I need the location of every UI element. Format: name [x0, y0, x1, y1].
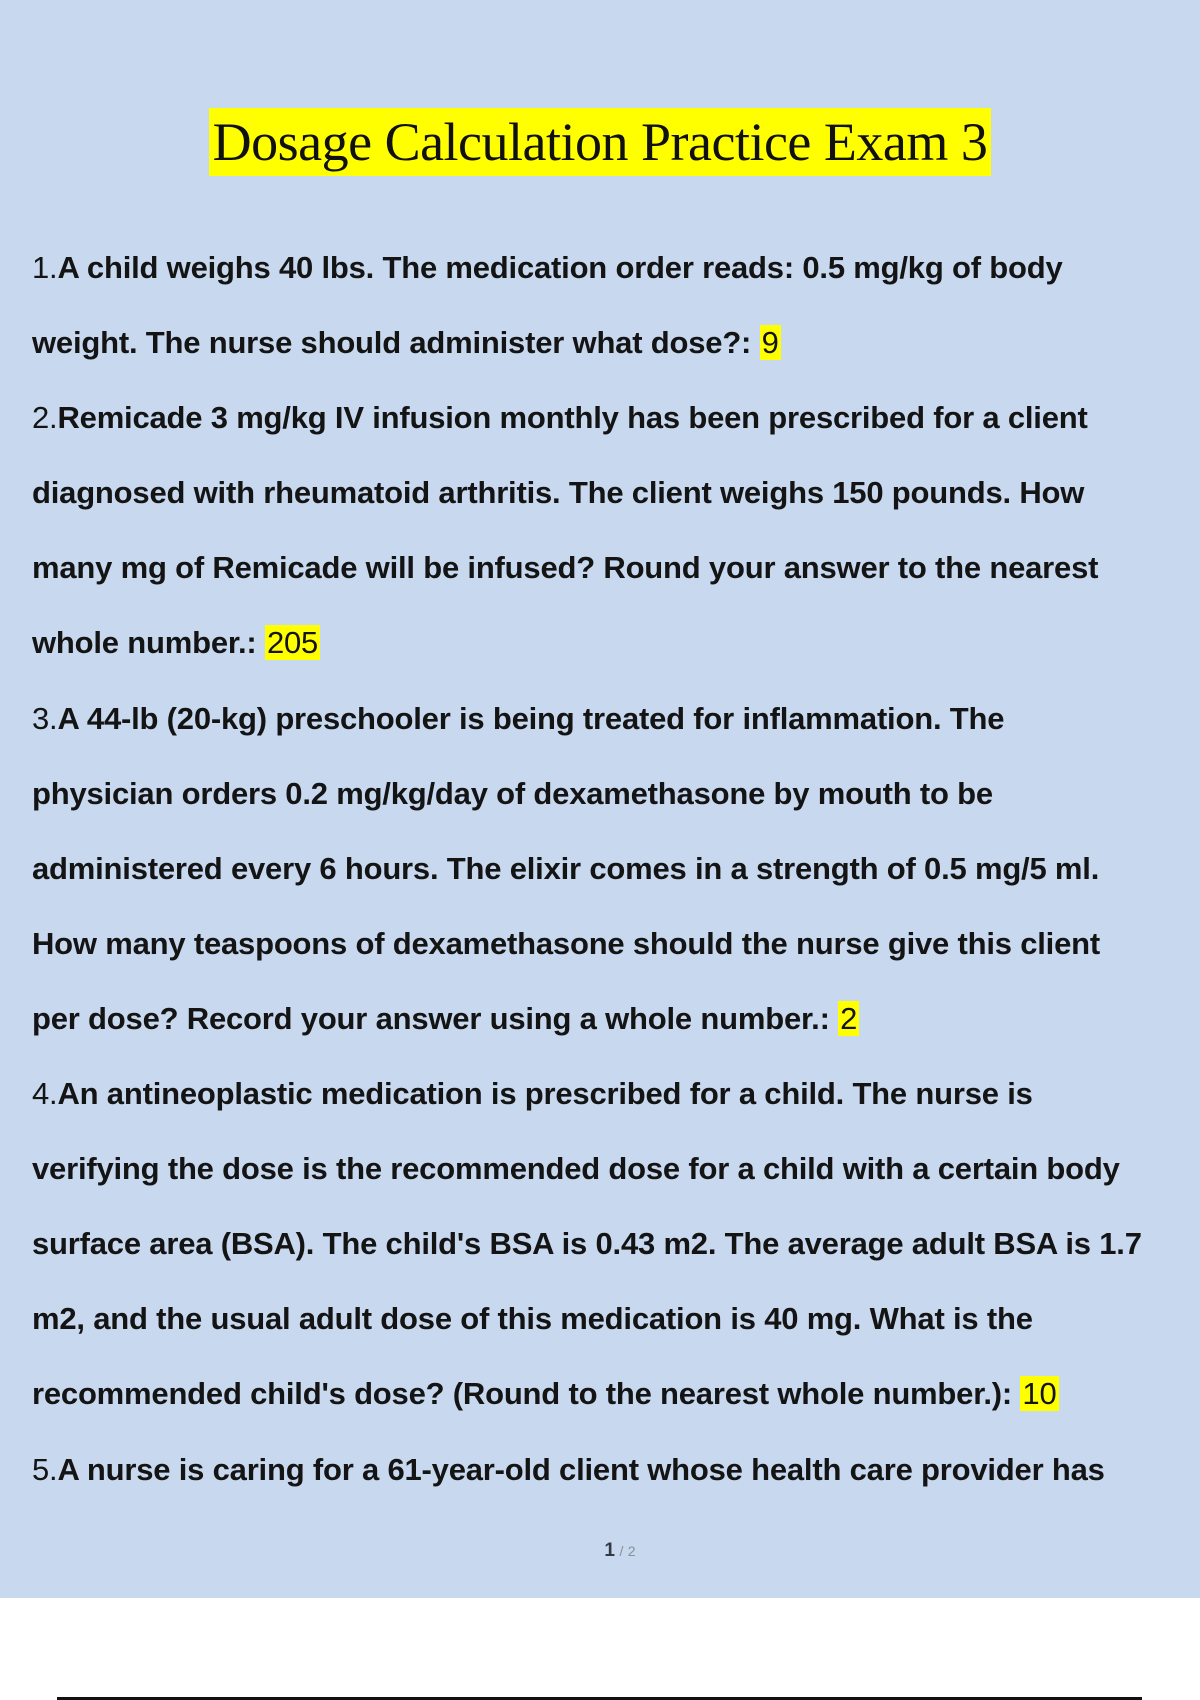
question-text: whole number.: [32, 625, 265, 661]
question-text: verifying the dose is the recommended dose for a child with a certain body [32, 1151, 1120, 1187]
question-number: 2. [32, 400, 58, 436]
question-2-line-4 [32, 619, 1200, 694]
question-text: A 44-lb (20-kg) preschooler is being treated for inflammation. The [57, 700, 1005, 736]
current-page-number: 1 [604, 1540, 615, 1561]
question-number: 3. [32, 700, 58, 736]
title-container [0, 108, 1200, 176]
question-4-line-3 [32, 1220, 1200, 1295]
question-4-line-5 [32, 1370, 1200, 1445]
question-4-line-2 [32, 1145, 1200, 1220]
question-4-line-4 [32, 1295, 1200, 1370]
question-3-line-1 [32, 695, 1200, 770]
question-3-line-5 [32, 995, 1200, 1070]
question-text: A child weighs 40 lbs. The medication order reads: 0.5 mg/kg of body [57, 250, 1063, 285]
question-1-line-2 [32, 319, 1200, 394]
question-text: recommended child's dose? (Round to the nearest whole number.): [32, 1376, 1021, 1412]
question-2-line-1 [32, 394, 1200, 469]
question-text: administered every 6 hours. The elixir comes in a strength of 0.5 mg/5 ml. [32, 850, 1100, 886]
question-list [32, 244, 1200, 1521]
question-number: 4. [32, 1076, 58, 1112]
question-text: m2, and the usual adult dose of this medication is 40 mg. What is the [32, 1301, 1033, 1337]
question-text: diagnosed with rheumatoid arthritis. The client weighs 150 pounds. How [32, 475, 1085, 511]
answer-highlight: 2 [840, 1000, 858, 1036]
answer-highlight: 10 [1022, 1376, 1057, 1412]
page-title: Dosage Calculation Practice Exam 3 [209, 108, 992, 176]
total-pages: 2 [627, 1543, 636, 1559]
question-5-line-1 [32, 1446, 1200, 1521]
question-3-line-3 [32, 845, 1200, 920]
question-4-line-1 [32, 1070, 1200, 1145]
question-number: 1. [32, 250, 58, 285]
question-1-line-1 [32, 244, 1200, 319]
question-text: Remicade 3 mg/kg IV infusion monthly has been prescribed for a client [57, 400, 1088, 436]
question-text: physician orders 0.2 mg/kg/day of dexamethasone by mouth to be [32, 775, 993, 811]
page-separator: / [619, 1543, 624, 1559]
question-text: surface area (BSA). The child's BSA is 0.43 m2. The average adult BSA is 1.7 [32, 1226, 1142, 1262]
question-text: many mg of Remicade will be infused? Round your answer to the nearest [32, 550, 1099, 586]
question-text: A nurse is caring for a 61-year-old client whose health care provider has [57, 1451, 1105, 1487]
question-text: weight. The nurse should administer what dose?: [32, 325, 760, 361]
question-number: 5. [32, 1451, 58, 1487]
question-text: per dose? Record your answer using a whole number.: [32, 1000, 839, 1036]
question-text: How many teaspoons of dexamethasone should the nurse give this client [32, 925, 1100, 961]
document-page-2-top [0, 1598, 1200, 1700]
answer-highlight: 205 [266, 625, 319, 661]
question-2-line-3 [32, 544, 1200, 619]
page-indicator [0, 1540, 1200, 1562]
answer-highlight: 9 [761, 325, 779, 361]
question-3-line-4 [32, 920, 1200, 995]
question-3-line-2 [32, 770, 1200, 845]
question-2-line-2 [32, 469, 1200, 544]
question-text: An antineoplastic medication is prescribed for a child. The nurse is [57, 1076, 1033, 1112]
